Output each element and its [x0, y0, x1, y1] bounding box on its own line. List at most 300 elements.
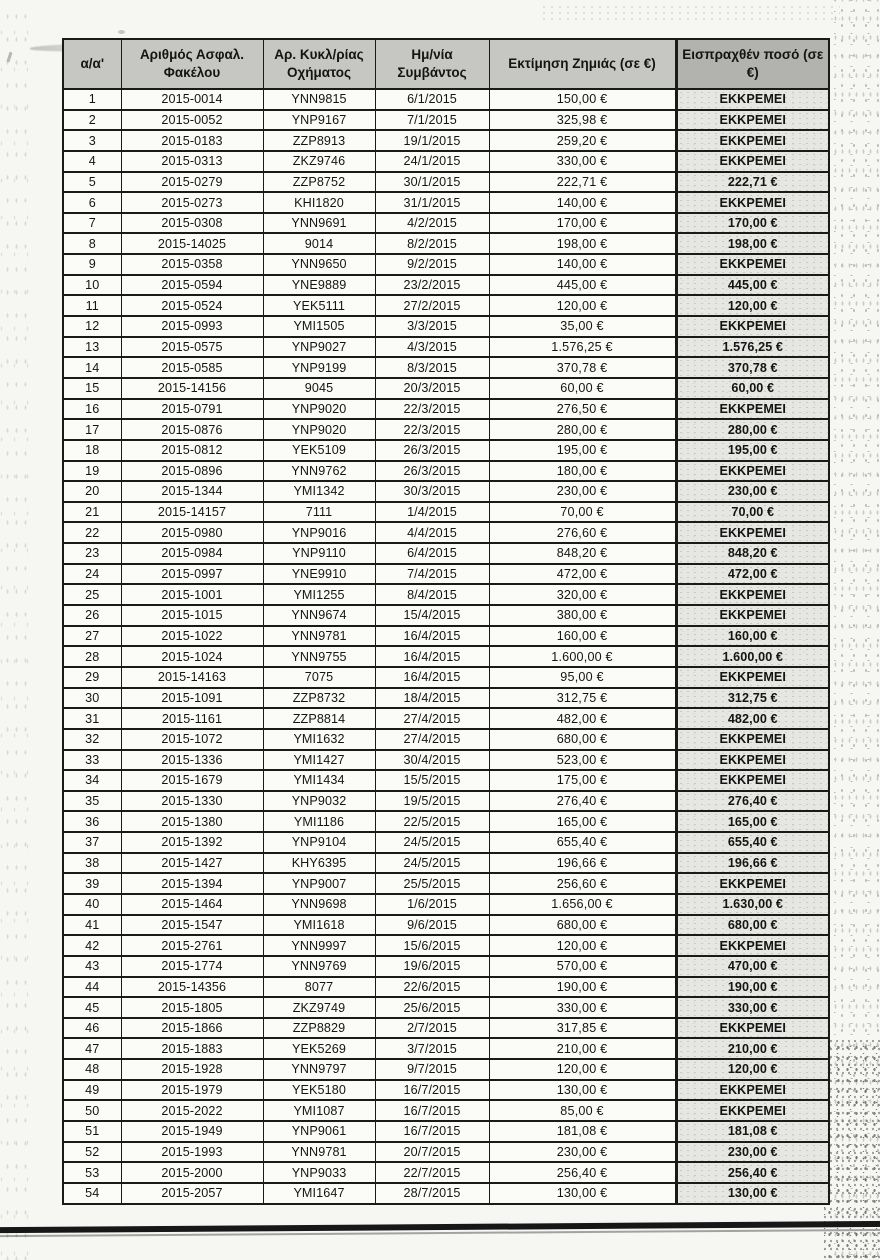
cell-damage-estimate: 317,85 € [489, 1018, 676, 1039]
table-row [63, 233, 829, 254]
cell-damage-estimate: 256,40 € [489, 1162, 676, 1183]
cell-file-number: 2015-1091 [121, 688, 263, 709]
cell-incident-date: 26/3/2015 [375, 440, 489, 461]
cell-index: 10 [63, 275, 121, 296]
table-row [63, 811, 829, 832]
cell-incident-date: 3/3/2015 [375, 316, 489, 337]
cell-vehicle-plate: YNN9781 [263, 626, 375, 647]
cell-file-number: 2015-0313 [121, 151, 263, 172]
cell-vehicle-plate: YEK5111 [263, 295, 375, 316]
cell-vehicle-plate: YMI1087 [263, 1100, 375, 1121]
cell-file-number: 2015-0791 [121, 399, 263, 420]
table-row [63, 151, 829, 172]
cell-collected-amount: ΕΚΚΡΕΜΕΙ [676, 130, 829, 151]
cell-vehicle-plate: YNP9027 [263, 337, 375, 358]
cell-index: 38 [63, 853, 121, 874]
cell-collected-amount: 370,78 € [676, 357, 829, 378]
cell-index: 48 [63, 1059, 121, 1080]
cell-file-number: 2015-1330 [121, 791, 263, 812]
cell-incident-date: 15/4/2015 [375, 605, 489, 626]
cell-incident-date: 6/1/2015 [375, 89, 489, 110]
cell-collected-amount: 120,00 € [676, 1059, 829, 1080]
table-row [63, 873, 829, 894]
cell-incident-date: 6/4/2015 [375, 543, 489, 564]
table-row [63, 997, 829, 1018]
cell-file-number: 2015-2761 [121, 935, 263, 956]
cell-index: 54 [63, 1183, 121, 1204]
cell-damage-estimate: 35,00 € [489, 316, 676, 337]
table-row [63, 626, 829, 647]
cell-index: 30 [63, 688, 121, 709]
cell-damage-estimate: 482,00 € [489, 708, 676, 729]
cell-damage-estimate: 280,00 € [489, 419, 676, 440]
cell-file-number: 2015-1774 [121, 956, 263, 977]
cell-vehicle-plate: YNE9910 [263, 564, 375, 585]
cell-index: 23 [63, 543, 121, 564]
cell-vehicle-plate: YEK5269 [263, 1038, 375, 1059]
cell-collected-amount: 120,00 € [676, 295, 829, 316]
cell-file-number: 2015-2022 [121, 1100, 263, 1121]
cell-file-number: 2015-1993 [121, 1142, 263, 1163]
table-row [63, 275, 829, 296]
table-row [63, 461, 829, 482]
cell-collected-amount: 198,00 € [676, 233, 829, 254]
cell-incident-date: 24/5/2015 [375, 832, 489, 853]
cell-incident-date: 8/2/2015 [375, 233, 489, 254]
cell-collected-amount: ΕΚΚΡΕΜΕΙ [676, 1100, 829, 1121]
cell-index: 35 [63, 791, 121, 812]
table-row [63, 1162, 829, 1183]
cell-vehicle-plate: YNN9781 [263, 1142, 375, 1163]
cell-collected-amount: ΕΚΚΡΕΜΕΙ [676, 461, 829, 482]
table-row [63, 853, 829, 874]
cell-collected-amount: 60,00 € [676, 378, 829, 399]
cell-damage-estimate: 523,00 € [489, 750, 676, 771]
cell-damage-estimate: 160,00 € [489, 626, 676, 647]
cell-file-number: 2015-2057 [121, 1183, 263, 1204]
cell-incident-date: 25/5/2015 [375, 873, 489, 894]
table-row [63, 564, 829, 585]
cell-file-number: 2015-1928 [121, 1059, 263, 1080]
table-row [63, 708, 829, 729]
cell-damage-estimate: 370,78 € [489, 357, 676, 378]
cell-index: 3 [63, 130, 121, 151]
cell-collected-amount: ΕΚΚΡΕΜΕΙ [676, 605, 829, 626]
cell-damage-estimate: 130,00 € [489, 1080, 676, 1101]
cell-index: 15 [63, 378, 121, 399]
cell-index: 45 [63, 997, 121, 1018]
cell-vehicle-plate: YNN9674 [263, 605, 375, 626]
cell-damage-estimate: 276,50 € [489, 399, 676, 420]
cell-incident-date: 31/1/2015 [375, 192, 489, 213]
cell-index: 24 [63, 564, 121, 585]
cell-incident-date: 19/5/2015 [375, 791, 489, 812]
cell-vehicle-plate: YMI1647 [263, 1183, 375, 1204]
table-row [63, 543, 829, 564]
column-header-damage-estimate: Εκτίμηση Ζημιάς (σε €) [489, 39, 676, 89]
cell-file-number: 2015-1344 [121, 481, 263, 502]
cell-index: 5 [63, 172, 121, 193]
cell-file-number: 2015-14163 [121, 667, 263, 688]
cell-vehicle-plate: YNP9032 [263, 791, 375, 812]
cell-vehicle-plate: YNN9997 [263, 935, 375, 956]
table-row [63, 502, 829, 523]
cell-damage-estimate: 445,00 € [489, 275, 676, 296]
cell-collected-amount: 470,00 € [676, 956, 829, 977]
table-row [63, 1038, 829, 1059]
cell-incident-date: 16/4/2015 [375, 646, 489, 667]
cell-vehicle-plate: YNP9033 [263, 1162, 375, 1183]
cell-vehicle-plate: YNN9815 [263, 89, 375, 110]
cell-damage-estimate: 1.656,00 € [489, 894, 676, 915]
table-row [63, 1080, 829, 1101]
cell-index: 50 [63, 1100, 121, 1121]
cell-file-number: 2015-1866 [121, 1018, 263, 1039]
cell-index: 44 [63, 977, 121, 998]
cell-collected-amount: ΕΚΚΡΕΜΕΙ [676, 935, 829, 956]
cell-file-number: 2015-0812 [121, 440, 263, 461]
cell-incident-date: 23/2/2015 [375, 275, 489, 296]
cell-index: 18 [63, 440, 121, 461]
cell-vehicle-plate: YMI1434 [263, 770, 375, 791]
cell-vehicle-plate: ZKZ9749 [263, 997, 375, 1018]
cell-index: 21 [63, 502, 121, 523]
cell-damage-estimate: 95,00 € [489, 667, 676, 688]
cell-file-number: 2015-0984 [121, 543, 263, 564]
cell-damage-estimate: 120,00 € [489, 935, 676, 956]
cell-incident-date: 28/7/2015 [375, 1183, 489, 1204]
cell-incident-date: 26/3/2015 [375, 461, 489, 482]
cell-collected-amount: 222,71 € [676, 172, 829, 193]
cell-file-number: 2015-1427 [121, 853, 263, 874]
table-row [63, 770, 829, 791]
cell-collected-amount: ΕΚΚΡΕΜΕΙ [676, 770, 829, 791]
table-row [63, 213, 829, 234]
table-row [63, 130, 829, 151]
cell-vehicle-plate: YNP9020 [263, 399, 375, 420]
cell-collected-amount: 276,40 € [676, 791, 829, 812]
table-row [63, 894, 829, 915]
claims-table-body [63, 89, 829, 1204]
cell-file-number: 2015-1336 [121, 750, 263, 771]
cell-index: 12 [63, 316, 121, 337]
cell-collected-amount: 230,00 € [676, 481, 829, 502]
table-row [63, 357, 829, 378]
cell-vehicle-plate: YNP9007 [263, 873, 375, 894]
cell-file-number: 2015-1072 [121, 729, 263, 750]
cell-index: 14 [63, 357, 121, 378]
cell-incident-date: 15/6/2015 [375, 935, 489, 956]
cell-vehicle-plate: YNN9762 [263, 461, 375, 482]
cell-file-number: 2015-14356 [121, 977, 263, 998]
cell-vehicle-plate: YEK5109 [263, 440, 375, 461]
table-row [63, 522, 829, 543]
header-row [63, 39, 829, 89]
cell-incident-date: 22/6/2015 [375, 977, 489, 998]
cell-incident-date: 19/1/2015 [375, 130, 489, 151]
cell-file-number: 2015-0052 [121, 110, 263, 131]
cell-collected-amount: 655,40 € [676, 832, 829, 853]
cell-file-number: 2015-0980 [121, 522, 263, 543]
table-row [63, 1121, 829, 1142]
table-row [63, 915, 829, 936]
cell-vehicle-plate: YNP9016 [263, 522, 375, 543]
cell-vehicle-plate: YNP9061 [263, 1121, 375, 1142]
cell-damage-estimate: 85,00 € [489, 1100, 676, 1121]
cell-index: 37 [63, 832, 121, 853]
cell-damage-estimate: 60,00 € [489, 378, 676, 399]
cell-file-number: 2015-14156 [121, 378, 263, 399]
cell-incident-date: 22/3/2015 [375, 399, 489, 420]
cell-damage-estimate: 175,00 € [489, 770, 676, 791]
cell-file-number: 2015-1392 [121, 832, 263, 853]
cell-incident-date: 16/7/2015 [375, 1080, 489, 1101]
cell-index: 29 [63, 667, 121, 688]
cell-collected-amount: 280,00 € [676, 419, 829, 440]
cell-file-number: 2015-0183 [121, 130, 263, 151]
cell-damage-estimate: 655,40 € [489, 832, 676, 853]
cell-file-number: 2015-0279 [121, 172, 263, 193]
cell-vehicle-plate: ZZP8732 [263, 688, 375, 709]
cell-incident-date: 2/7/2015 [375, 1018, 489, 1039]
cell-damage-estimate: 680,00 € [489, 915, 676, 936]
cell-damage-estimate: 140,00 € [489, 254, 676, 275]
cell-vehicle-plate: 8077 [263, 977, 375, 998]
cell-file-number: 2015-1022 [121, 626, 263, 647]
cell-damage-estimate: 120,00 € [489, 295, 676, 316]
cell-damage-estimate: 256,60 € [489, 873, 676, 894]
cell-collected-amount: 445,00 € [676, 275, 829, 296]
cell-damage-estimate: 472,00 € [489, 564, 676, 585]
cell-index: 33 [63, 750, 121, 771]
cell-incident-date: 9/6/2015 [375, 915, 489, 936]
cell-collected-amount: 170,00 € [676, 213, 829, 234]
cell-collected-amount: ΕΚΚΡΕΜΕΙ [676, 873, 829, 894]
cell-vehicle-plate: 7111 [263, 502, 375, 523]
cell-index: 32 [63, 729, 121, 750]
scan-noise-left-margin [0, 0, 30, 1260]
cell-collected-amount: 312,75 € [676, 688, 829, 709]
cell-index: 39 [63, 873, 121, 894]
cell-incident-date: 7/4/2015 [375, 564, 489, 585]
cell-file-number: 2015-0524 [121, 295, 263, 316]
cell-file-number: 2015-14025 [121, 233, 263, 254]
cell-incident-date: 16/7/2015 [375, 1100, 489, 1121]
cell-collected-amount: 195,00 € [676, 440, 829, 461]
table-row [63, 935, 829, 956]
cell-index: 19 [63, 461, 121, 482]
cell-vehicle-plate: ZZP8752 [263, 172, 375, 193]
cell-index: 36 [63, 811, 121, 832]
table-row [63, 89, 829, 110]
cell-incident-date: 30/1/2015 [375, 172, 489, 193]
cell-vehicle-plate: ZZP8814 [263, 708, 375, 729]
cell-file-number: 2015-0993 [121, 316, 263, 337]
table-row [63, 1142, 829, 1163]
cell-vehicle-plate: YMI1255 [263, 584, 375, 605]
cell-index: 16 [63, 399, 121, 420]
cell-collected-amount: 210,00 € [676, 1038, 829, 1059]
cell-vehicle-plate: KHI1820 [263, 192, 375, 213]
column-header-index: α/α' [63, 39, 121, 89]
cell-file-number: 2015-14157 [121, 502, 263, 523]
cell-file-number: 2015-1001 [121, 584, 263, 605]
cell-file-number: 2015-1380 [121, 811, 263, 832]
claims-table [62, 38, 830, 1205]
cell-index: 22 [63, 522, 121, 543]
cell-incident-date: 4/2/2015 [375, 213, 489, 234]
cell-file-number: 2015-1161 [121, 708, 263, 729]
cell-incident-date: 7/1/2015 [375, 110, 489, 131]
cell-file-number: 2015-0997 [121, 564, 263, 585]
cell-damage-estimate: 140,00 € [489, 192, 676, 213]
cell-damage-estimate: 181,08 € [489, 1121, 676, 1142]
cell-damage-estimate: 120,00 € [489, 1059, 676, 1080]
cell-damage-estimate: 259,20 € [489, 130, 676, 151]
cell-file-number: 2015-1464 [121, 894, 263, 915]
cell-collected-amount: 130,00 € [676, 1183, 829, 1204]
table-row [63, 1100, 829, 1121]
cell-vehicle-plate: YNP9167 [263, 110, 375, 131]
cell-damage-estimate: 70,00 € [489, 502, 676, 523]
cell-incident-date: 16/7/2015 [375, 1121, 489, 1142]
cell-collected-amount: ΕΚΚΡΕΜΕΙ [676, 399, 829, 420]
cell-index: 2 [63, 110, 121, 131]
cell-file-number: 2015-0896 [121, 461, 263, 482]
cell-collected-amount: 196,66 € [676, 853, 829, 874]
table-row [63, 192, 829, 213]
cell-incident-date: 27/2/2015 [375, 295, 489, 316]
cell-vehicle-plate: YNE9889 [263, 275, 375, 296]
table-row [63, 1183, 829, 1204]
cell-damage-estimate: 330,00 € [489, 997, 676, 1018]
cell-index: 31 [63, 708, 121, 729]
cell-damage-estimate: 222,71 € [489, 172, 676, 193]
cell-index: 46 [63, 1018, 121, 1039]
cell-incident-date: 22/3/2015 [375, 419, 489, 440]
cell-collected-amount: 160,00 € [676, 626, 829, 647]
cell-damage-estimate: 325,98 € [489, 110, 676, 131]
cell-collected-amount: 330,00 € [676, 997, 829, 1018]
cell-damage-estimate: 680,00 € [489, 729, 676, 750]
cell-index: 42 [63, 935, 121, 956]
cell-file-number: 2015-0594 [121, 275, 263, 296]
cell-damage-estimate: 1.600,00 € [489, 646, 676, 667]
cell-index: 4 [63, 151, 121, 172]
cell-damage-estimate: 570,00 € [489, 956, 676, 977]
cell-incident-date: 15/5/2015 [375, 770, 489, 791]
cell-incident-date: 22/5/2015 [375, 811, 489, 832]
cell-index: 49 [63, 1080, 121, 1101]
column-header-collected-amount: Εισπραχθέν ποσό (σε €) [676, 39, 829, 89]
cell-collected-amount: 256,40 € [676, 1162, 829, 1183]
cell-vehicle-plate: YEK5180 [263, 1080, 375, 1101]
cell-damage-estimate: 190,00 € [489, 977, 676, 998]
cell-index: 8 [63, 233, 121, 254]
cell-incident-date: 9/2/2015 [375, 254, 489, 275]
cell-file-number: 2015-2000 [121, 1162, 263, 1183]
cell-collected-amount: ΕΚΚΡΕΜΕΙ [676, 192, 829, 213]
table-row [63, 1018, 829, 1039]
cell-vehicle-plate: ZZP8913 [263, 130, 375, 151]
cell-index: 51 [63, 1121, 121, 1142]
cell-incident-date: 19/6/2015 [375, 956, 489, 977]
table-row [63, 481, 829, 502]
cell-collected-amount: ΕΚΚΡΕΜΕΙ [676, 254, 829, 275]
cell-collected-amount: ΕΚΚΡΕΜΕΙ [676, 89, 829, 110]
cell-damage-estimate: 312,75 € [489, 688, 676, 709]
cell-incident-date: 1/4/2015 [375, 502, 489, 523]
column-header-incident-date: Ημ/νία Συμβάντος [375, 39, 489, 89]
cell-index: 41 [63, 915, 121, 936]
table-row [63, 172, 829, 193]
cell-file-number: 2015-1394 [121, 873, 263, 894]
cell-incident-date: 16/4/2015 [375, 667, 489, 688]
cell-damage-estimate: 130,00 € [489, 1183, 676, 1204]
cell-file-number: 2015-1015 [121, 605, 263, 626]
cell-file-number: 2015-0575 [121, 337, 263, 358]
cell-incident-date: 16/4/2015 [375, 626, 489, 647]
cell-collected-amount: 472,00 € [676, 564, 829, 585]
table-row [63, 791, 829, 812]
cell-index: 47 [63, 1038, 121, 1059]
cell-collected-amount: ΕΚΚΡΕΜΕΙ [676, 110, 829, 131]
cell-incident-date: 25/6/2015 [375, 997, 489, 1018]
cell-vehicle-plate: YNN9797 [263, 1059, 375, 1080]
cell-incident-date: 1/6/2015 [375, 894, 489, 915]
cell-vehicle-plate: YNP9110 [263, 543, 375, 564]
cell-damage-estimate: 170,00 € [489, 213, 676, 234]
cell-file-number: 2015-0876 [121, 419, 263, 440]
table-row [63, 440, 829, 461]
cell-collected-amount: ΕΚΚΡΕΜΕΙ [676, 750, 829, 771]
table-row [63, 729, 829, 750]
cell-incident-date: 27/4/2015 [375, 729, 489, 750]
cell-vehicle-plate: YNN9650 [263, 254, 375, 275]
cell-vehicle-plate: KHY6395 [263, 853, 375, 874]
cell-vehicle-plate: YMI1618 [263, 915, 375, 936]
table-row [63, 378, 829, 399]
cell-collected-amount: 482,00 € [676, 708, 829, 729]
table-row [63, 337, 829, 358]
cell-index: 1 [63, 89, 121, 110]
table-row [63, 399, 829, 420]
cell-file-number: 2015-0358 [121, 254, 263, 275]
cell-index: 7 [63, 213, 121, 234]
cell-file-number: 2015-1949 [121, 1121, 263, 1142]
cell-vehicle-plate: YMI1632 [263, 729, 375, 750]
cell-incident-date: 20/7/2015 [375, 1142, 489, 1163]
table-row [63, 688, 829, 709]
cell-file-number: 2015-0308 [121, 213, 263, 234]
cell-vehicle-plate: YMI1186 [263, 811, 375, 832]
cell-vehicle-plate: YMI1427 [263, 750, 375, 771]
table-row [63, 316, 829, 337]
cell-vehicle-plate: ZKZ9746 [263, 151, 375, 172]
cell-damage-estimate: 210,00 € [489, 1038, 676, 1059]
cell-incident-date: 20/3/2015 [375, 378, 489, 399]
table-row [63, 956, 829, 977]
cell-vehicle-plate: 7075 [263, 667, 375, 688]
cell-damage-estimate: 380,00 € [489, 605, 676, 626]
cell-collected-amount: 181,08 € [676, 1121, 829, 1142]
cell-collected-amount: ΕΚΚΡΕΜΕΙ [676, 316, 829, 337]
cell-index: 40 [63, 894, 121, 915]
cell-file-number: 2015-0585 [121, 357, 263, 378]
cell-vehicle-plate: 9045 [263, 378, 375, 399]
cell-index: 52 [63, 1142, 121, 1163]
cell-incident-date: 30/3/2015 [375, 481, 489, 502]
